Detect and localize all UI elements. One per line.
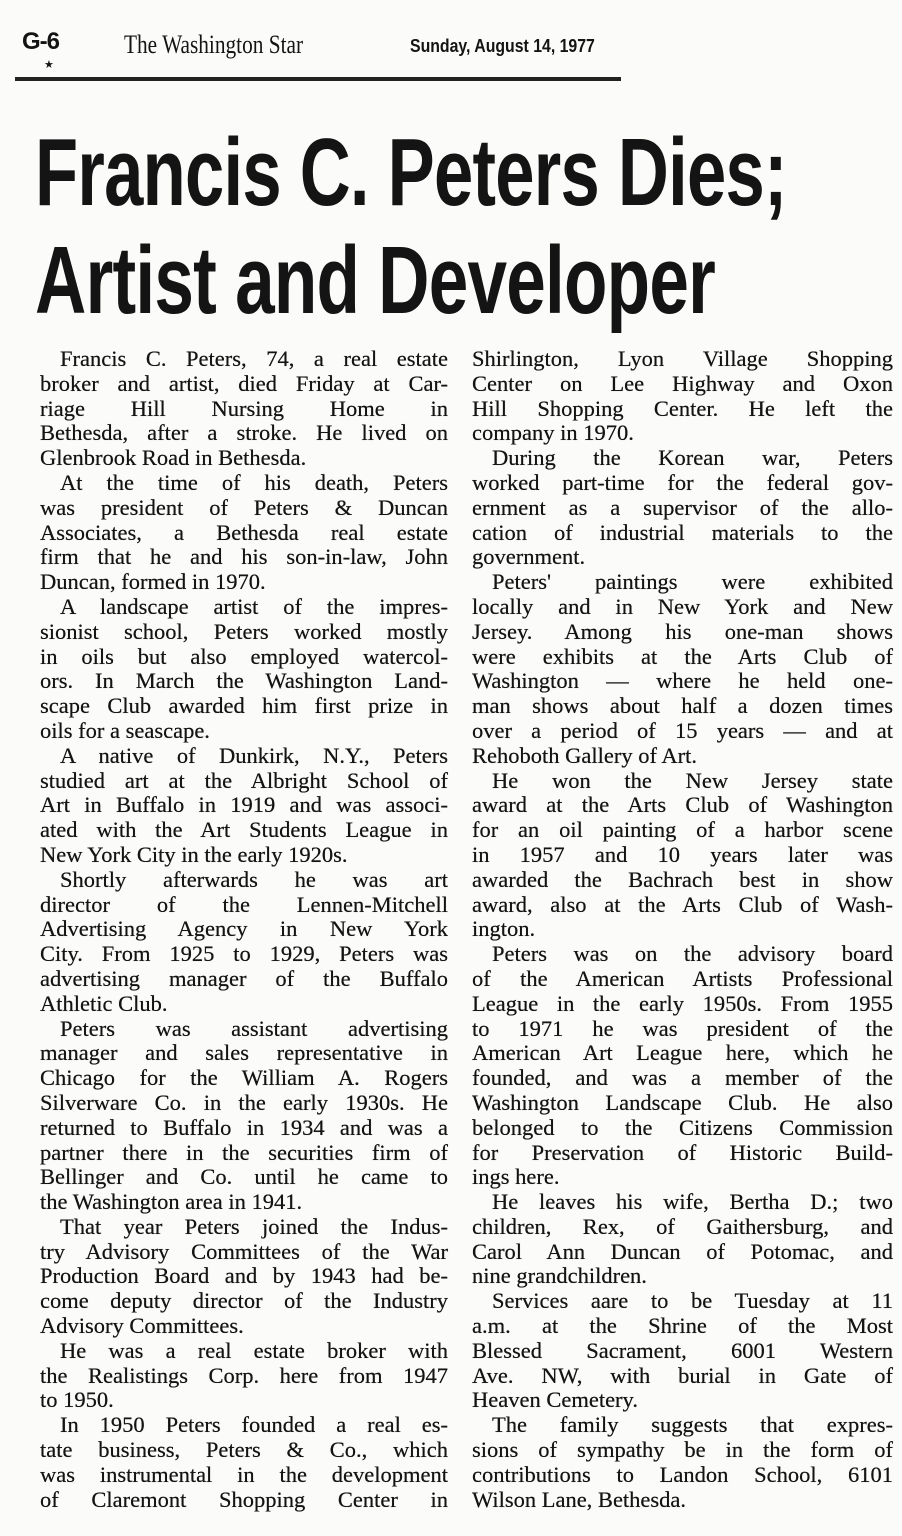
text-line: come deputy director of the Industry: [40, 1288, 448, 1314]
paragraph: [472, 346, 893, 445]
text-line: During the Korean war, Peters: [492, 445, 893, 471]
text-line: the Realistings Corp. here from 1947: [40, 1362, 448, 1388]
text-line: Chicago for the William A. Rogers: [40, 1065, 448, 1091]
text-line: to 1950.: [40, 1387, 114, 1413]
text-line: Associates, a Bethesda real estate: [40, 519, 448, 545]
text-line: ernment as a supervisor of the allo-: [472, 494, 893, 520]
text-line: Jersey. Among his one-man shows: [472, 618, 893, 644]
paragraph: [40, 470, 448, 594]
text-line: belonged to the Citizens Commission: [472, 1114, 893, 1140]
text-line: riage Hill Nursing Home in: [40, 395, 448, 421]
paragraph: [40, 743, 448, 867]
text-line: children, Rex, of Gaithersburg, and: [472, 1213, 893, 1239]
text-line: Athletic Club.: [40, 990, 168, 1016]
page-header: [0, 22, 902, 82]
text-line: scape Club awarded him first prize in: [40, 693, 448, 719]
text-line: was instrumental in the development: [40, 1461, 448, 1487]
text-line: government.: [472, 544, 586, 570]
text-line: partner there in the securities firm of: [40, 1139, 448, 1165]
issue-date: Sunday, August 14, 1977: [410, 36, 595, 56]
text-line: sions of sympathy be in the form of: [472, 1437, 893, 1463]
text-line: company in 1970.: [472, 420, 634, 446]
text-line: Washington — where he held one-: [472, 668, 893, 694]
text-line: Carol Ann Duncan of Potomac, and: [472, 1238, 893, 1264]
text-line: over a period of 15 years — and at: [472, 717, 893, 743]
text-line: sionist school, Peters worked mostly: [40, 618, 448, 644]
paragraph: [40, 346, 448, 470]
text-line: for an oil painting of a harbor scene: [472, 817, 893, 843]
text-line: Hill Shopping Center. He left the: [472, 395, 893, 421]
text-line: award, also at the Arts Club of Wash-: [472, 891, 893, 917]
paragraph: [40, 1412, 448, 1511]
paragraph: [472, 1412, 893, 1511]
paragraph: [472, 768, 893, 942]
paragraph: [40, 1214, 448, 1338]
text-line: Blessed Sacrament, 6001 Western: [472, 1337, 893, 1363]
paragraph: [40, 1338, 448, 1412]
text-line: Advisory Committees.: [40, 1313, 244, 1339]
paragraph: [472, 1288, 893, 1412]
text-line: returned to Buffalo in 1934 and was a: [40, 1114, 448, 1140]
text-line: Art in Buffalo in 1919 and was associ-: [40, 792, 448, 818]
text-line: locally and in New York and New: [472, 593, 893, 619]
text-line: Shortly afterwards he was art: [60, 866, 448, 892]
headline-line-2: Artist and Developer: [35, 227, 715, 334]
text-line: Shirlington, Lyon Village Shopping: [472, 346, 893, 371]
text-line: founded, and was a member of the: [472, 1065, 893, 1091]
text-line: cation of industrial materials to the: [472, 519, 893, 545]
text-line: In 1950 Peters founded a real es-: [60, 1412, 448, 1438]
text-line: were exhibits at the Arts Club of: [472, 643, 893, 669]
text-line: Bellinger and Co. until he came to: [40, 1164, 448, 1190]
text-line: try Advisory Committees of the War: [40, 1238, 448, 1264]
text-line: Francis C. Peters, 74, a real estate: [60, 346, 448, 371]
text-line: Glenbrook Road in Bethesda.: [40, 445, 307, 471]
text-line: a.m. at the Shrine of the Most: [472, 1313, 893, 1339]
text-line: Bethesda, after a stroke. He lived on: [40, 420, 448, 446]
text-line: Services aare to be Tuesday at 11: [492, 1288, 893, 1314]
text-line: Peters' paintings were exhibited: [492, 569, 893, 595]
text-line: Rehoboth Gallery of Art.: [472, 742, 697, 768]
text-line: in oils but also employed watercol-: [40, 643, 448, 669]
text-line: manager and sales representative in: [40, 1040, 448, 1066]
text-line: contributions to Landon School, 6101: [472, 1461, 893, 1487]
text-line: Center on Lee Highway and Oxon: [472, 370, 893, 396]
text-line: broker and artist, died Friday at Car-: [40, 370, 448, 396]
text-line: Heaven Cemetery.: [472, 1387, 638, 1413]
text-line: in 1957 and 10 years later was: [472, 841, 893, 867]
text-line: ings here.: [472, 1164, 560, 1190]
text-line: The family suggests that expres-: [492, 1412, 893, 1438]
paragraph: [40, 594, 448, 743]
text-line: advertising manager of the Buffalo: [40, 965, 448, 991]
text-line: studied art at the Albright School of: [40, 767, 448, 793]
text-line: A landscape artist of the impres-: [60, 593, 448, 619]
text-line: Ave. NW, with burial in Gate of: [472, 1362, 893, 1388]
text-line: At the time of his death, Peters: [60, 469, 448, 495]
text-line: worked part-time for the federal gov-: [472, 469, 893, 495]
page-number: G-6: [22, 28, 60, 55]
text-line: Duncan, formed in 1970.: [40, 569, 266, 595]
text-line: Peters was on the advisory board: [492, 941, 893, 967]
text-line: firm that he and his son-in-law, John: [40, 544, 448, 570]
text-line: oils for a seascape.: [40, 717, 210, 743]
text-line: Advertising Agency in New York: [40, 916, 448, 942]
text-line: award at the Arts Club of Washington: [472, 792, 893, 818]
text-line: Peters was assistant advertising: [60, 1015, 448, 1041]
paragraph: [472, 569, 893, 767]
text-line: the Washington area in 1941.: [40, 1189, 303, 1215]
paragraph: [40, 1016, 448, 1214]
text-line: to 1971 he was president of the: [472, 1015, 893, 1041]
paragraph: [472, 445, 893, 569]
newspaper-name: The Washington Star: [124, 30, 304, 59]
text-line: awarded the Bachrach best in show: [472, 866, 893, 892]
text-line: of the American Artists Professional: [472, 965, 893, 991]
text-line: A native of Dunkirk, N.Y., Peters: [60, 742, 448, 768]
headline-line-1: Francis C. Peters Dies;: [35, 119, 787, 226]
text-line: ington.: [472, 916, 536, 942]
text-line: That year Peters joined the Indus-: [60, 1213, 448, 1239]
text-line: American Art League here, which he: [472, 1040, 893, 1066]
star-icon: ★: [44, 59, 54, 71]
text-line: nine grandchildren.: [472, 1263, 647, 1289]
article-column-right: [472, 346, 893, 1511]
text-line: He was a real estate broker with: [60, 1337, 448, 1363]
text-line: Production Board and by 1943 had be-: [40, 1263, 448, 1289]
text-line: director of the Lennen-Mitchell: [40, 891, 448, 917]
paragraph: [472, 941, 893, 1189]
text-line: was president of Peters & Duncan: [40, 494, 448, 520]
text-line: ated with the Art Students League in: [40, 817, 448, 843]
text-line: City. From 1925 to 1929, Peters was: [40, 941, 448, 967]
text-line: Silverware Co. in the early 1930s. He: [40, 1089, 448, 1115]
text-line: Wilson Lane, Bethesda.: [472, 1486, 687, 1512]
text-line: man shows about half a dozen times: [472, 693, 893, 719]
text-line: for Preservation of Historic Build-: [472, 1139, 893, 1165]
header-rule: [15, 77, 621, 81]
paragraph: [472, 1189, 893, 1288]
text-line: tate business, Peters & Co., which: [40, 1437, 448, 1463]
text-line: He won the New Jersey state: [492, 767, 893, 793]
text-line: ors. In March the Washington Land-: [40, 668, 448, 694]
article-column-left: [40, 346, 448, 1511]
text-line: League in the early 1950s. From 1955: [472, 990, 893, 1016]
text-line: Washington Landscape Club. He also: [472, 1089, 893, 1115]
text-line: New York City in the early 1920s.: [40, 841, 348, 867]
paragraph: [40, 867, 448, 1016]
text-line: He leaves his wife, Bertha D.; two: [492, 1189, 893, 1215]
text-line: of Claremont Shopping Center in: [40, 1486, 448, 1512]
